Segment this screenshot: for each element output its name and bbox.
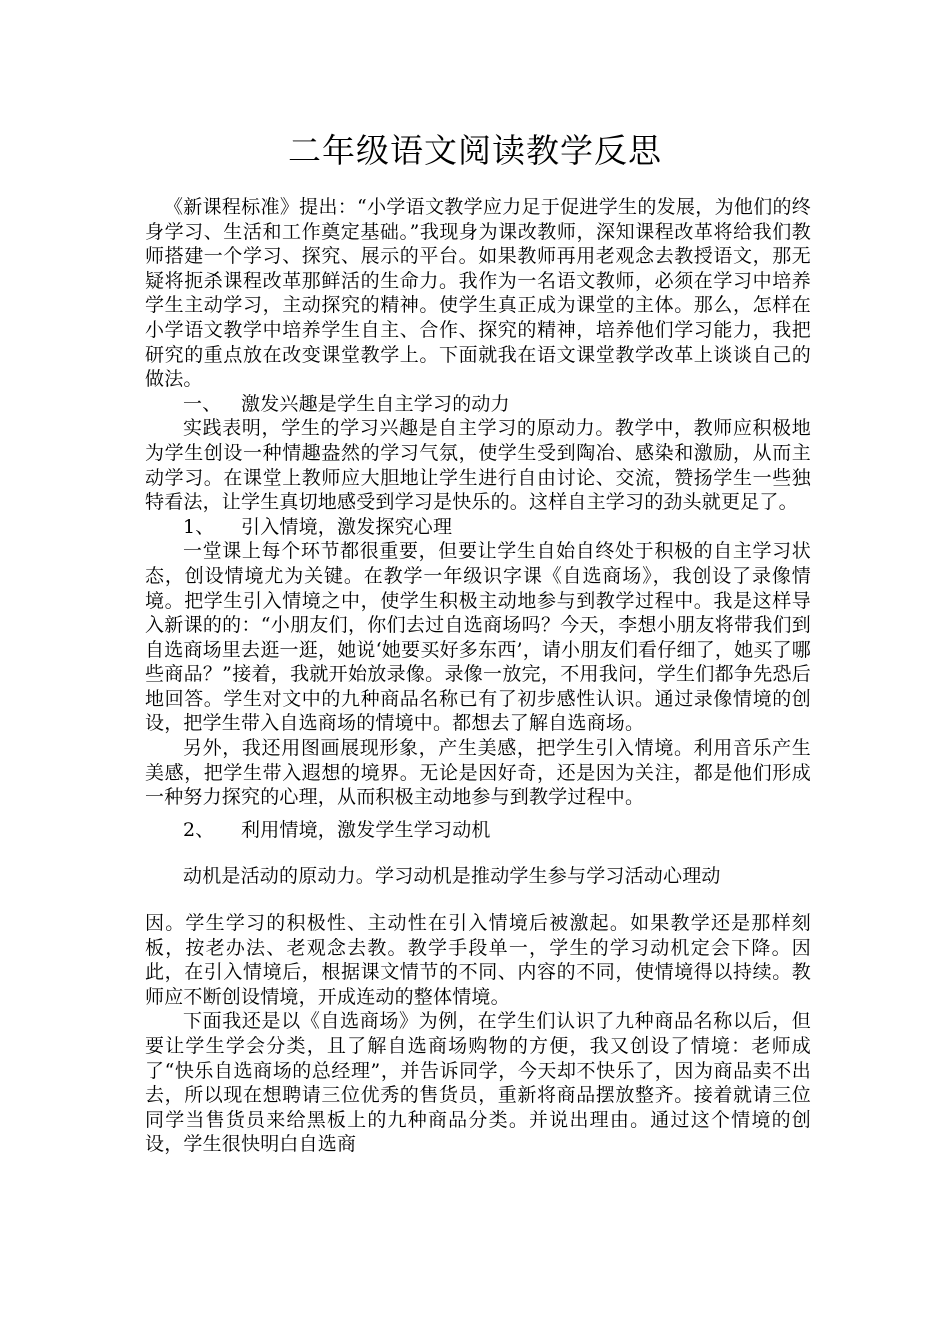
intro-paragraph: 《新课程标准》提出：“小学语文教学应力足于促进学生的发展，为他们的终身学习、生活和工作奠定基础。”我现身为课改教师，深知课程改革将给我们教师搭建一个学习、探究、展示的平台。如果教师再用老观念去教授语文，那无疑将扼杀课程改革那鲜活的生命力。我作为一名语文教师，必须在学习中培养学生主动学习，主动探究的精神。使学生真正成为课堂的主体。那么，怎样在小学语文教学中培养学生自主、合作、探究的精神，培养他们学习能力，我把研究的重点放在改变课堂教学上。下面就我在语文课堂教学改革上谈谈自己的做法。 (145, 196, 811, 391)
section-heading-2-number: 1、 (183, 515, 215, 538)
section-heading-2 (145, 515, 811, 540)
section-heading-1-text: 激发兴趣是学生自主学习的动力 (241, 392, 510, 415)
section-heading-2-text: 引入情境，激发探究心理 (241, 515, 453, 538)
section-heading-1-number: 一、 (183, 392, 222, 415)
paragraph-interest: 实践表明，学生的学习兴趣是自主学习的原动力。教学中，教师应积极地为学生创设一种情趣盎然的学习气氛，使学生受到陶冶、感染和激励，从而主动学习。在课堂上教师应大胆地让学生进行自由讨论、交流，赞扬学生一些独特看法，让学生真切地感受到学习是快乐的。这样自主学习的劲头就更足了。 (145, 417, 811, 514)
section-heading-3 (145, 818, 811, 843)
section-heading-1 (145, 392, 811, 417)
paragraph-imagery: 另外，我还用图画展现形象，产生美感，把学生引入情境。利用音乐产生美感，把学生带入遐想的境界。无论是因好奇，还是因为关注，都是他们形成一种努力探究的心理，从而积极主动地参与到教学过程中。 (145, 737, 811, 809)
section-heading-3-number: 2、 (183, 818, 215, 841)
paragraph-motivation-line: 动机是活动的原动力。学习动机是推动学生参与学习活动心理动 (183, 865, 721, 888)
document-title: 二年级语文阅读教学反思 (288, 131, 662, 170)
paragraph-scenario: 一堂课上每个环节都很重要，但要让学生自始自终处于积极的自主学习状态，创设情境尤为关键。在教学一年级识字课《自选商场》，我创设了录像情境。把学生引入情境之中，使学生积极主动地参与到教学过程中。我是这样导入新课的的：“小朋友们，你们去过自选商场吗？今天，李想小朋友将带我们到自选商场里去逛一逛，她说‘她要买好多东西’，请小朋友们看仔细了，她买了哪些商品？”接着，我就开始放录像。录像一放完，不用我问，学生们都争先恐后地回答。学生对文中的九种商品名称已有了初步感性认识。通过录像情境的创设，把学生带入自选商场的情境中。都想去了解自选商场。 (145, 540, 811, 735)
document-body (145, 195, 811, 1157)
section-heading-3-text: 利用情境，激发学生学习动机 (241, 818, 491, 841)
paragraph-motivation: 因。学生学习的积极性、主动性在引入情境后被激起。如果教学还是那样刻板，按老办法、老观念去教。教学手段单一，学生的学习动机定会下降。因此，在引入情境后，根据课文情节的不同、内容的不同，使情境得以持续。教师应不断创设情境，开成连动的整体情境。 (145, 912, 811, 1008)
paragraph-example: 下面我还是以《自选商场》为例，在学生们认识了九种商品名称以后，但要让学生学会分类，且了解自选商场购物的方便，我又创设了情境：老师成了“快乐自选商场的总经理”，并告诉同学，今天却不快乐了，因为商品卖不出去，所以现在想聘请三位优秀的售货员，重新将商品摆放整齐。接着就请三位同学当售货员来给黑板上的九种商品分类。并说出理由。通过这个情境的创设，学生很快明白自选商 (145, 1010, 811, 1156)
